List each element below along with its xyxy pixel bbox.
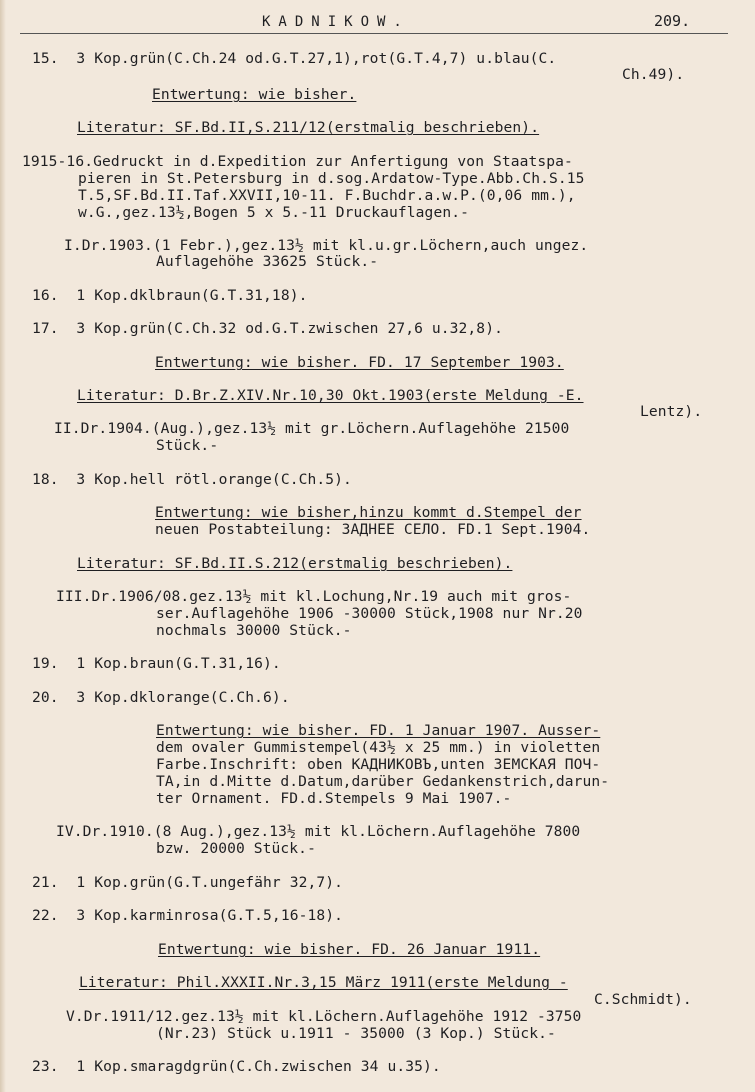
text-line: I.Dr.1903.(1 Febr.),gez.13½ mit kl.u.gr.Löchern,auch ungez. bbox=[64, 237, 589, 254]
text-line: 17. 3 Kop.grün(C.Ch.32 od.G.T.zwischen 27,6 u.32,8). bbox=[32, 320, 503, 337]
page-edge-shadow bbox=[0, 0, 6, 1092]
text-line: 15. 3 Kop.grün(C.Ch.24 od.G.T.27,1),rot(G.T.4,7) u.blau(C. bbox=[32, 50, 557, 67]
running-header-title: KADNIKOW. bbox=[262, 14, 410, 30]
text-line: ter Ornament. FD.d.Stempels 9 Mai 1907.- bbox=[156, 790, 512, 807]
text-line: Stück.- bbox=[156, 437, 219, 454]
text-line: 21. 1 Kop.grün(G.T.ungefähr 32,7). bbox=[32, 874, 344, 891]
text-line: 1915-16.Gedruckt in d.Expedition zur Anfertigung von Staatspa- bbox=[22, 153, 573, 170]
text-line: Entwertung: wie bisher. FD. 26 Januar 1911. bbox=[158, 941, 541, 958]
text-line: C.Schmidt). bbox=[594, 991, 692, 1008]
page-number: 209. bbox=[654, 12, 691, 30]
text-line: 23. 1 Kop.smaragdgrün(C.Ch.zwischen 34 u.35). bbox=[32, 1058, 441, 1075]
text-line: Farbe.Inschrift: oben КАДНИКОВЪ,unten ЗЕМСКАЯ ПОЧ- bbox=[156, 756, 601, 773]
text-line: ser.Auflagehöhe 1906 -30000 Stück,1908 nur Nr.20 bbox=[156, 605, 583, 622]
text-line: T.5,SF.Bd.II.Taf.XXVII,10-11. F.Buchdr.a.w.P.(0,06 mm.), bbox=[78, 187, 576, 204]
header-rule bbox=[20, 33, 728, 34]
text-line: (Nr.23) Stück u.1911 - 35000 (3 Kop.) Stück.- bbox=[156, 1025, 556, 1042]
text-line: IV.Dr.1910.(8 Aug.),gez.13½ mit kl.Löchern.Auflagehöhe 7800 bbox=[56, 823, 581, 840]
text-line: Entwertung: wie bisher. FD. 17 September 1903. bbox=[155, 354, 564, 371]
text-line: Lentz). bbox=[640, 403, 703, 420]
text-line: 20. 3 Kop.dklorange(C.Ch.6). bbox=[32, 689, 290, 706]
text-line: Literatur: SF.Bd.II.S.212(erstmalig beschrieben). bbox=[77, 555, 513, 572]
text-line: III.Dr.1906/08.gez.13½ mit kl.Lochung,Nr.19 auch mit gros- bbox=[56, 588, 572, 605]
text-line: Auflagehöhe 33625 Stück.- bbox=[156, 253, 379, 270]
text-line: Ch.49). bbox=[622, 66, 685, 83]
text-line: dem ovaler Gummistempel(43½ x 25 mm.) in violetten bbox=[156, 739, 601, 756]
text-line: neuen Postabteilung: ЗАДНЕЕ СЕЛО. FD.1 Sept.1904. bbox=[155, 521, 591, 538]
text-line: 22. 3 Kop.karminrosa(G.T.5,16-18). bbox=[32, 907, 344, 924]
text-line: Literatur: D.Br.Z.XIV.Nr.10,30 Okt.1903(erste Meldung -E. bbox=[77, 387, 584, 404]
text-line: ТА,in d.Mitte d.Datum,darüber Gedankenstrich,darun- bbox=[156, 773, 610, 790]
text-line: 18. 3 Kop.hell rötl.orange(C.Ch.5). bbox=[32, 471, 352, 488]
text-line: 19. 1 Kop.braun(G.T.31,16). bbox=[32, 655, 281, 672]
text-line: V.Dr.1911/12.gez.13½ mit kl.Löchern.Auflagehöhe 1912 -3750 bbox=[66, 1008, 582, 1025]
text-line: nochmals 30000 Stück.- bbox=[156, 622, 352, 639]
text-line: pieren in St.Petersburg in d.sog.Ardatow-Type.Abb.Ch.S.15 bbox=[78, 170, 585, 187]
text-line: Literatur: Phil.XXXII.Nr.3,15 März 1911(erste Meldung - bbox=[79, 974, 568, 991]
text-line: Entwertung: wie bisher. FD. 1 Januar 1907. Ausser- bbox=[156, 722, 601, 739]
text-line: w.G.,gez.13½,Bogen 5 x 5.-11 Druckauflagen.- bbox=[78, 204, 469, 221]
text-line: II.Dr.1904.(Aug.),gez.13½ mit gr.Löchern.Auflagehöhe 21500 bbox=[54, 420, 570, 437]
text-line: Entwertung: wie bisher. bbox=[152, 86, 357, 103]
text-line: Literatur: SF.Bd.II,S.211/12(erstmalig beschrieben). bbox=[77, 119, 540, 136]
text-line: 16. 1 Kop.dklbraun(G.T.31,18). bbox=[32, 287, 308, 304]
text-line: Entwertung: wie bisher,hinzu kommt d.Stempel der bbox=[155, 504, 582, 521]
text-line: bzw. 20000 Stück.- bbox=[156, 840, 316, 857]
